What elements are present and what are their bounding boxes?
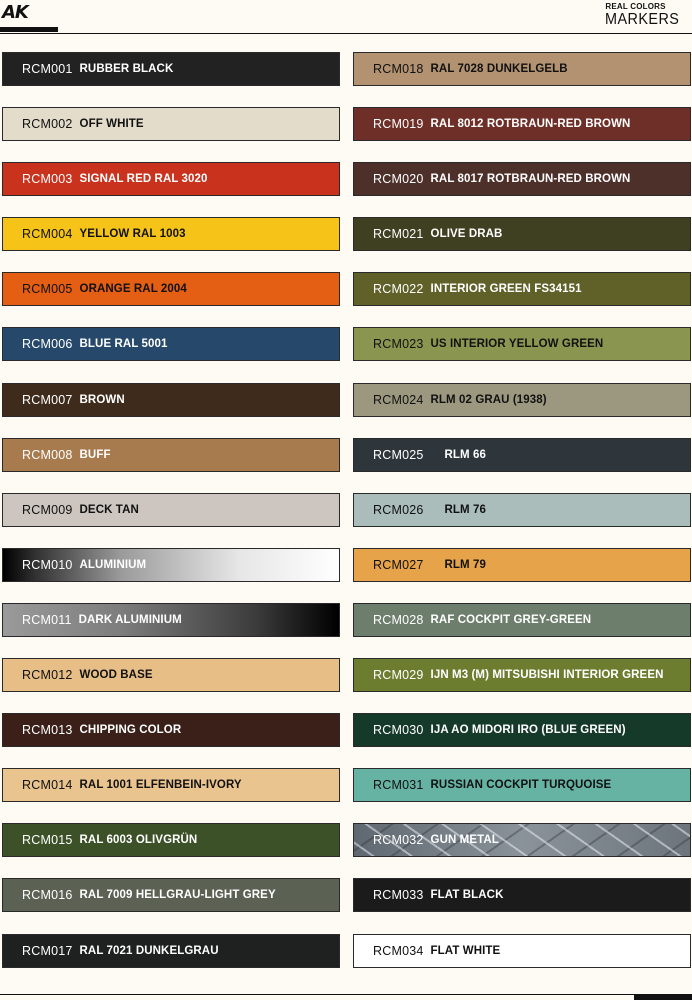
marker-swatch [2,768,340,802]
marker-code: RCM019 [373,117,424,132]
marker-code: RCM026 [373,502,424,517]
marker-code: RCM027 [373,557,424,572]
marker-name: RAF COCKPIT GREY-GREEN [430,613,592,626]
header-accent-bar [0,27,58,32]
marker-name: RUSSIAN COCKPIT TURQUOISE [430,779,612,792]
brand-title [605,2,688,28]
marker-code: RCM012 [22,668,73,683]
marker-swatch [2,383,340,417]
marker-swatch [353,603,691,637]
marker-code: RCM001 [22,62,73,76]
marker-code: RCM016 [22,888,73,903]
marker-name: INTERIOR GREEN FS34151 [430,283,582,296]
marker-code: RCM018 [373,62,424,76]
footer-accent-bar [634,994,692,1000]
marker-name: RLM 66 [444,448,487,461]
marker-name: RAL 8017 ROTBRAUN-RED BROWN [430,173,631,186]
marker-swatch [353,768,691,802]
marker-code: RCM017 [22,943,73,958]
marker-code: RCM007 [22,392,73,407]
marker-name: BROWN [79,393,125,406]
marker-name: RAL 6003 OLIVGRÜN [79,834,198,847]
marker-swatch [353,383,691,417]
marker-name: OFF WHITE [79,118,144,131]
marker-swatch [353,107,691,141]
marker-name: RAL 1001 ELFENBEIN-IVORY [79,779,242,792]
marker-swatch [353,272,691,306]
marker-code: RCM032 [373,833,424,848]
marker-code: RCM022 [373,282,424,297]
marker-name: ORANGE RAL 2004 [79,283,187,296]
marker-code: RCM008 [22,447,73,462]
marker-swatch [2,438,340,472]
marker-name: IJA AO MIDORI IRO (BLUE GREEN) [430,724,626,737]
marker-code: RCM009 [22,502,73,517]
marker-swatch [353,713,691,747]
marker-name: CHIPPING COLOR [79,724,182,737]
marker-name: YELLOW RAL 1003 [79,228,186,241]
marker-name: WOOD BASE [79,669,153,682]
marker-name: FLAT WHITE [430,944,501,957]
marker-code: RCM025 [373,447,424,462]
marker-swatch [353,878,691,912]
marker-swatch [2,272,340,306]
marker-code: RCM020 [373,172,424,187]
marker-swatch [2,217,340,251]
marker-swatch [2,327,340,361]
marker-name: GUN METAL [430,834,499,847]
marker-code: RCM005 [22,282,73,297]
marker-name: DARK ALUMINIUM [78,613,182,626]
marker-code: RCM002 [22,117,73,132]
marker-name: RLM 76 [444,503,487,516]
marker-name: BLUE RAL 5001 [79,338,168,351]
marker-code: RCM010 [22,557,73,572]
marker-swatch [353,162,691,196]
marker-code: RCM030 [373,723,424,738]
marker-name: BUFF [79,448,111,461]
ak-logo: AK [2,2,28,23]
marker-code: RCM013 [22,723,73,738]
marker-code: RCM028 [373,612,424,627]
marker-swatch [2,107,340,141]
marker-swatch [353,438,691,472]
marker-swatch [2,162,340,196]
marker-swatch [2,823,340,857]
marker-swatch [353,823,691,857]
marker-name: DECK TAN [79,503,139,516]
marker-swatch [353,548,691,582]
marker-name: RAL 7009 HELLGRAU-LIGHT GREY [79,889,276,902]
marker-code: RCM011 [22,612,72,627]
marker-code: RCM021 [373,227,424,242]
marker-swatch [2,713,340,747]
marker-swatch [353,934,691,968]
brand-line-1: REAL COLORS [605,2,666,11]
marker-name: RLM 02 GRAU (1938) [430,393,547,406]
marker-name: RAL 7028 DUNKELGELB [430,63,568,75]
marker-name: IJN M3 (M) MITSUBISHI INTERIOR GREEN [430,669,664,682]
marker-code: RCM023 [373,337,424,352]
marker-name: RUBBER BLACK [79,63,174,75]
marker-name: US INTERIOR YELLOW GREEN [430,338,604,351]
marker-code: RCM006 [22,337,73,352]
footer-divider [0,994,692,995]
marker-code: RCM015 [22,833,73,848]
marker-code: RCM003 [22,172,73,187]
marker-swatch [353,658,691,692]
marker-swatch [2,493,340,527]
marker-name: OLIVE DRAB [430,228,503,241]
marker-swatch [353,327,691,361]
marker-swatch [353,52,691,86]
marker-name: RAL 8012 ROTBRAUN-RED BROWN [430,118,631,131]
marker-swatch [2,603,340,637]
marker-name: RLM 79 [444,558,487,571]
marker-code: RCM031 [373,778,424,793]
marker-code: RCM014 [22,778,73,793]
header-divider [0,33,692,34]
brand-line-2: MARKERS [605,11,680,28]
marker-swatch [2,548,340,582]
marker-name: RAL 7021 DUNKELGRAU [79,944,219,957]
marker-swatch [2,52,340,86]
marker-code: RCM024 [373,392,424,407]
marker-name: FLAT BLACK [430,889,504,902]
marker-swatch [2,878,340,912]
marker-code: RCM029 [373,668,424,683]
marker-code: RCM033 [373,888,424,903]
marker-swatch [353,493,691,527]
marker-name: SIGNAL RED RAL 3020 [79,173,208,186]
marker-code: RCM034 [373,943,424,958]
marker-swatch [2,658,340,692]
marker-swatch [2,934,340,968]
marker-column-left [2,52,340,989]
marker-swatch [353,217,691,251]
marker-code: RCM004 [22,227,73,242]
marker-column-right [353,52,691,989]
marker-name: ALUMINIUM [79,558,147,571]
